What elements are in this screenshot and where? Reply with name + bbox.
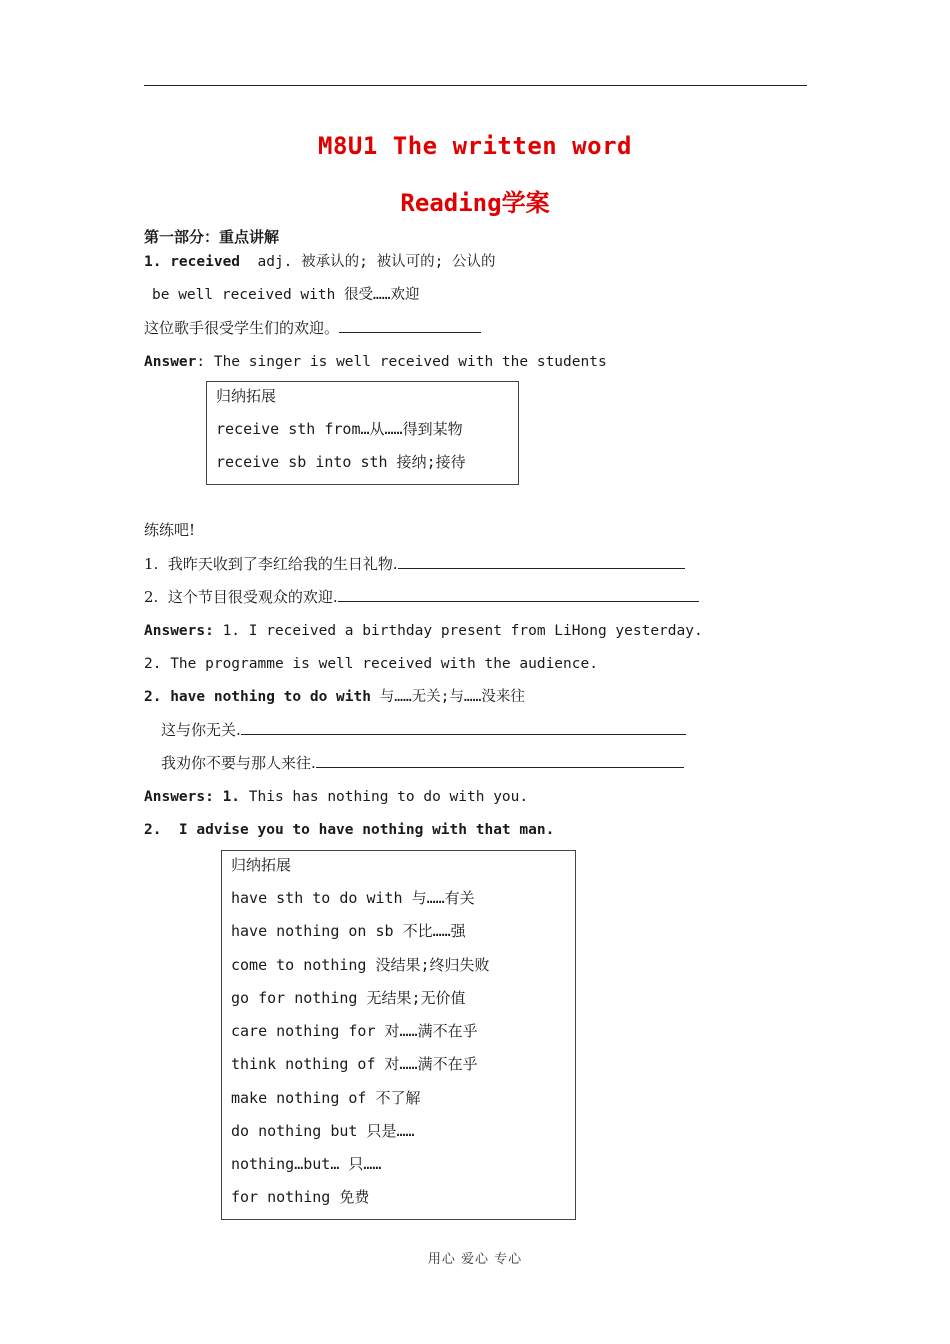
box2-line: have sth to do with 与……有关 xyxy=(231,889,475,907)
practice-q2-line xyxy=(144,587,699,607)
answer-blank xyxy=(339,318,481,333)
item2-def: 与……无关;与……没来往 xyxy=(370,689,525,705)
page-footer: 用心 爱心 专心 xyxy=(427,1252,523,1267)
box2-line: for nothing 免费 xyxy=(231,1188,370,1206)
answer-blank xyxy=(398,554,685,569)
box1-line: receive sb into sth 接纳;接待 xyxy=(216,453,466,471)
item2-label: 2. have nothing to do with xyxy=(144,689,371,705)
answer-blank xyxy=(316,753,684,768)
practice-answer-1 xyxy=(144,621,703,641)
box2-line: care nothing for 对……满不在乎 xyxy=(231,1022,478,1040)
item1-exercise-line xyxy=(144,318,481,338)
item2-a1: This has nothing to do with you. xyxy=(240,789,529,805)
box2-line: nothing…but… 只…… xyxy=(231,1155,382,1173)
box2-line: make nothing of 不了解 xyxy=(231,1089,421,1107)
practice-q1: 1. 我昨天收到了李红给我的生日礼物. xyxy=(144,555,398,573)
practice-a2: 2. The programme is well received with the audience. xyxy=(144,656,598,672)
item1-exercise: 这位歌手很受学生们的欢迎。 xyxy=(144,319,340,337)
item2-line xyxy=(144,687,525,707)
document-title: M8U1 The written word xyxy=(318,132,632,160)
practice-heading: 练练吧! xyxy=(144,521,196,539)
box2-line: do nothing but 只是…… xyxy=(231,1122,415,1140)
item1-phrase: be well received with 很受……欢迎 xyxy=(152,287,420,303)
item2-a2: 2. I advise you to have nothing with that man. xyxy=(144,822,555,838)
item1-label: 1. received xyxy=(144,254,241,270)
answer-blank xyxy=(338,587,699,602)
part1-heading: 第一部分：重点讲解 xyxy=(144,228,280,246)
practice-a1: 1. I received a birthday present from LiHong yesterday. xyxy=(213,623,703,639)
box1-heading: 归纳拓展 xyxy=(216,387,277,405)
document-subtitle: Reading学案 xyxy=(400,189,550,217)
item2-ex2: 我劝你不要与那人来往. xyxy=(161,754,316,772)
box2-line: think nothing of 对……满不在乎 xyxy=(231,1055,478,1073)
box2-line: have nothing on sb 不比……强 xyxy=(231,922,466,940)
practice-q1-line xyxy=(144,554,685,574)
item1-def: adj. 被承认的; 被认可的; 公认的 xyxy=(240,254,496,270)
item2-answer-1 xyxy=(144,787,528,807)
header-rule xyxy=(144,85,807,86)
summary-box-2 xyxy=(221,850,576,1220)
item1-answer xyxy=(144,352,607,372)
summary-box-1 xyxy=(206,381,519,485)
practice-q2: 2. 这个节目很受观众的欢迎. xyxy=(144,588,338,606)
item1-answer-text: : The singer is well received with the students xyxy=(196,354,607,370)
item2-answers-label: Answers: 1. xyxy=(144,789,241,805)
item2-ex2-line xyxy=(161,753,684,773)
answer-blank xyxy=(241,720,686,735)
box1-line: receive sth from…从……得到某物 xyxy=(216,420,463,438)
item1-answer-label: Answer xyxy=(144,354,197,370)
box2-heading: 归纳拓展 xyxy=(231,856,292,874)
practice-answers-label: Answers: xyxy=(144,623,214,639)
box2-line: come to nothing 没结果;终归失败 xyxy=(231,956,490,974)
item2-ex1-line xyxy=(161,720,686,740)
box2-line: go for nothing 无结果;无价值 xyxy=(231,989,466,1007)
item1-line xyxy=(144,252,496,272)
item2-ex1: 这与你无关. xyxy=(161,721,241,739)
